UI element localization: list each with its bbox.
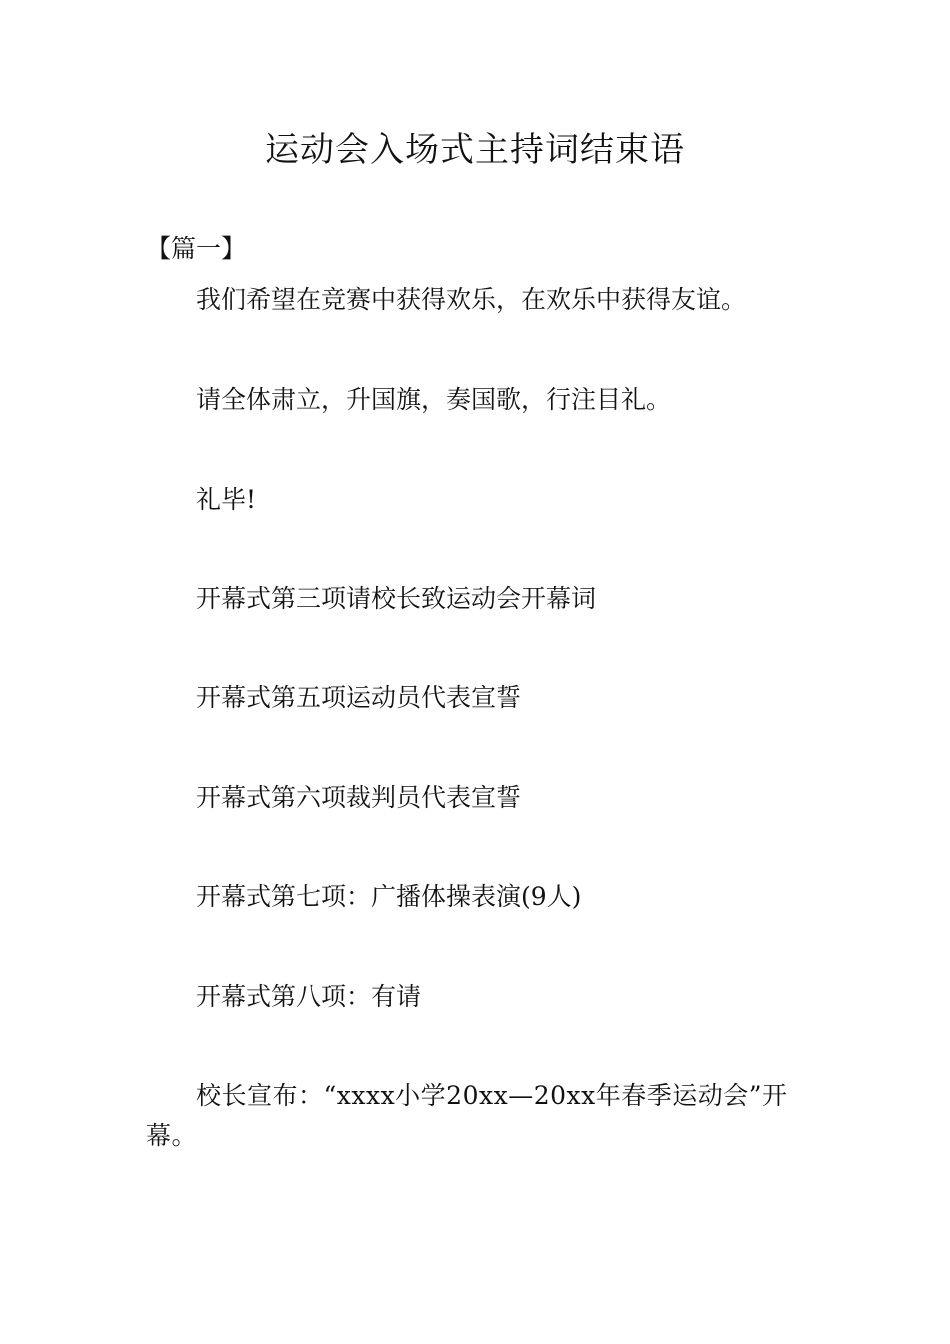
paragraph-4: 开幕式第三项请校长致运动会开幕词: [196, 584, 597, 613]
paragraph-1: 我们希望在竞赛中获得欢乐，在欢乐中获得友谊。: [196, 285, 747, 314]
paragraph-6: 开幕式第六项裁判员代表宣誓: [196, 783, 522, 812]
section-label: 【篇一】: [146, 234, 247, 263]
paragraph-8: 开幕式第八项：有请: [196, 982, 422, 1011]
paragraph-5: 开幕式第五项运动员代表宣誓: [196, 683, 522, 712]
document-title: 运动会入场式主持词结束语: [265, 130, 685, 170]
paragraph-9: 校长宣布：“xxxx小学20xx—20xx年春季运动会”开幕。: [146, 1081, 788, 1150]
paragraph-2: 请全体肃立，升国旗，奏国歌，行注目礼。: [196, 385, 672, 414]
paragraph-3: 礼毕!: [196, 485, 257, 514]
paragraph-7: 开幕式第七项：广播体操表演(9人): [196, 882, 582, 911]
